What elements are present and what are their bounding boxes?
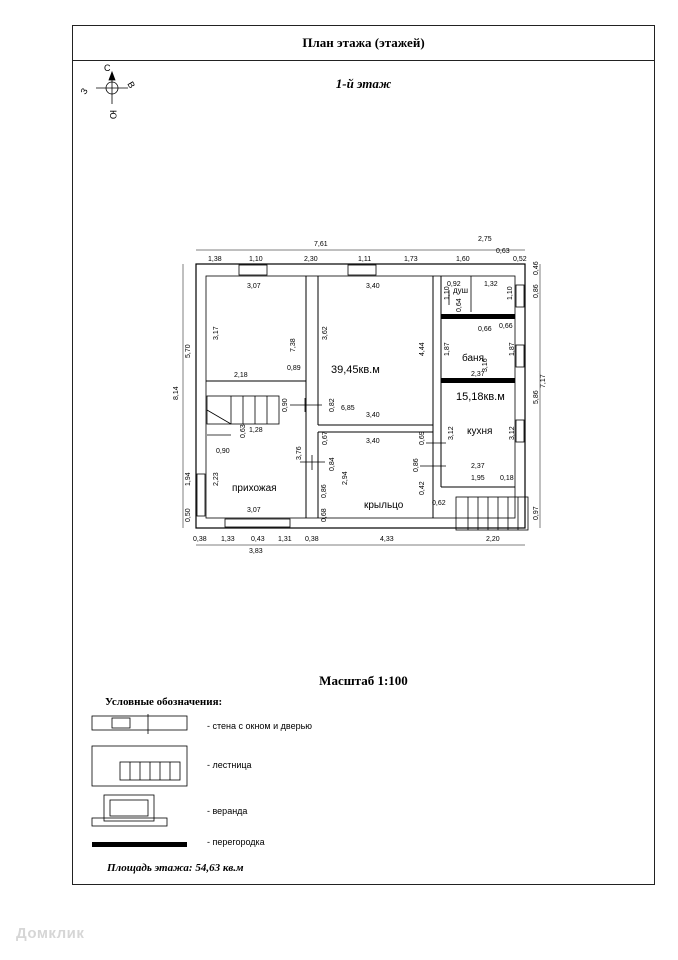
sheet-header: План этажа (этажей) [73, 26, 654, 61]
dim-top-seg: 0,52 [513, 256, 527, 263]
svg-text:0,63: 0,63 [240, 424, 247, 438]
svg-text:3,40: 3,40 [366, 283, 380, 290]
main-area-label: 39,45кв.м [331, 364, 380, 376]
dim-left-low: 0,50 [185, 508, 192, 522]
porch-stairs-icon [456, 497, 528, 530]
svg-text:0,66: 0,66 [478, 326, 492, 333]
kitchen-label: кухня [467, 426, 493, 437]
svg-text:0,64: 0,64 [456, 298, 463, 312]
svg-text:3,07: 3,07 [247, 283, 261, 290]
svg-text:1,28: 1,28 [249, 427, 263, 434]
svg-text:2,18: 2,18 [234, 372, 248, 379]
svg-text:0,86: 0,86 [413, 458, 420, 472]
dim-right-total: 7,17 [540, 374, 547, 388]
legend-item-partition: - перегородка [207, 837, 265, 847]
svg-text:3,07: 3,07 [247, 507, 261, 514]
dim-right-upper: 0,86 [533, 284, 540, 298]
svg-text:1,95: 1,95 [471, 475, 485, 482]
legend-partition-icon [92, 842, 187, 847]
watermark-logo: Домклик [16, 925, 85, 942]
dim-bottom-seg: 0,38 [193, 536, 207, 543]
shower-label: душ [453, 286, 469, 295]
floor-title: 1-й этаж [335, 76, 392, 91]
dim-bottom-seg: 2,20 [486, 536, 500, 543]
svg-text:1,87: 1,87 [509, 342, 516, 356]
legend-veranda-icon [92, 795, 167, 826]
legend-stairs-icon [92, 746, 187, 786]
legend-wall-icon [92, 714, 187, 734]
scale-label: Масштаб 1:100 [319, 673, 408, 688]
dim-top-seg: 1,60 [456, 256, 470, 263]
svg-text:0,18: 0,18 [500, 475, 514, 482]
svg-text:0,90: 0,90 [216, 448, 230, 455]
dim-left-mid: 1,94 [185, 472, 192, 486]
dim-top-seg: 1,73 [404, 256, 418, 263]
compass-north: С [104, 63, 111, 73]
dim-top-seg: 1,11 [358, 256, 372, 263]
dim-top-total: 7,61 [314, 241, 328, 248]
dim-bottom-seg: 4,33 [380, 536, 394, 543]
svg-text:3,40: 3,40 [366, 412, 380, 419]
dim-right-lower: 5,86 [533, 390, 540, 404]
svg-text:1,10: 1,10 [507, 286, 514, 300]
svg-text:6,85: 6,85 [341, 405, 355, 412]
svg-text:2,23: 2,23 [213, 472, 220, 486]
svg-text:0,82: 0,82 [329, 398, 336, 412]
svg-text:0,89: 0,89 [287, 365, 301, 372]
svg-text:1,87: 1,87 [444, 342, 451, 356]
dim-bottom-seg: 0,38 [305, 536, 319, 543]
dim-top-seg: 2,30 [304, 256, 318, 263]
svg-text:0,68: 0,68 [321, 508, 328, 522]
compass-west: З [78, 86, 90, 97]
second-area-label: 15,18кв.м [456, 391, 505, 403]
dim-right-low: 0,97 [533, 506, 540, 520]
svg-text:3,17: 3,17 [213, 326, 220, 340]
svg-text:0,84: 0,84 [329, 457, 336, 471]
svg-text:2,37: 2,37 [471, 371, 485, 378]
svg-text:3,62: 3,62 [322, 326, 329, 340]
dim-top-seg: 1,38 [208, 256, 222, 263]
dim-top-right-b: 0,63 [496, 248, 510, 255]
svg-text:0,62: 0,62 [432, 500, 446, 507]
svg-text:3,16: 3,16 [482, 358, 489, 372]
svg-text:0,42: 0,42 [419, 481, 426, 495]
svg-text:7,38: 7,38 [290, 338, 297, 352]
compass-icon [96, 72, 128, 104]
legend-item-wall: - стена с окном и дверью [207, 721, 313, 731]
svg-text:2,94: 2,94 [342, 471, 349, 485]
svg-text:0,67: 0,67 [322, 431, 329, 445]
svg-text:3,12: 3,12 [448, 426, 455, 440]
svg-text:0,69: 0,69 [419, 431, 426, 445]
svg-text:3,40: 3,40 [366, 438, 380, 445]
sauna-label: баня [462, 353, 484, 364]
dim-bottom-total: 3,83 [249, 548, 263, 555]
porch-label: крыльцо [364, 500, 404, 511]
dim-bottom-seg: 1,33 [221, 536, 235, 543]
dim-bottom-seg: 1,31 [278, 536, 292, 543]
dim-right-top: 0,46 [533, 261, 540, 275]
svg-text:3,76: 3,76 [296, 446, 303, 460]
compass-east: В [125, 79, 138, 90]
svg-text:4,44: 4,44 [419, 342, 426, 356]
floor-area: Площадь этажа: 54,63 кв.м [107, 862, 244, 874]
compass-south: Ю [108, 110, 118, 120]
svg-text:0,66: 0,66 [499, 323, 513, 330]
dim-bottom-seg: 0,43 [251, 536, 265, 543]
dim-top-right-a: 2,75 [478, 236, 492, 243]
dim-left-upper: 5,70 [185, 344, 192, 358]
svg-text:0,92: 0,92 [447, 281, 461, 288]
legend-item-stairs: - лестница [207, 760, 252, 770]
hall-label: прихожая [232, 483, 277, 494]
svg-text:1,32: 1,32 [484, 281, 498, 288]
svg-text:1,10: 1,10 [444, 286, 451, 300]
svg-text:2,37: 2,37 [471, 463, 485, 470]
dim-top-seg: 1,10 [249, 256, 263, 263]
legend-item-veranda: - веранда [207, 806, 248, 816]
svg-text:0,90: 0,90 [282, 398, 289, 412]
svg-text:3,12: 3,12 [509, 426, 516, 440]
dim-left-total: 8,14 [173, 386, 180, 400]
legend-title: Условные обозначения: [105, 696, 223, 708]
svg-text:0,86: 0,86 [321, 484, 328, 498]
